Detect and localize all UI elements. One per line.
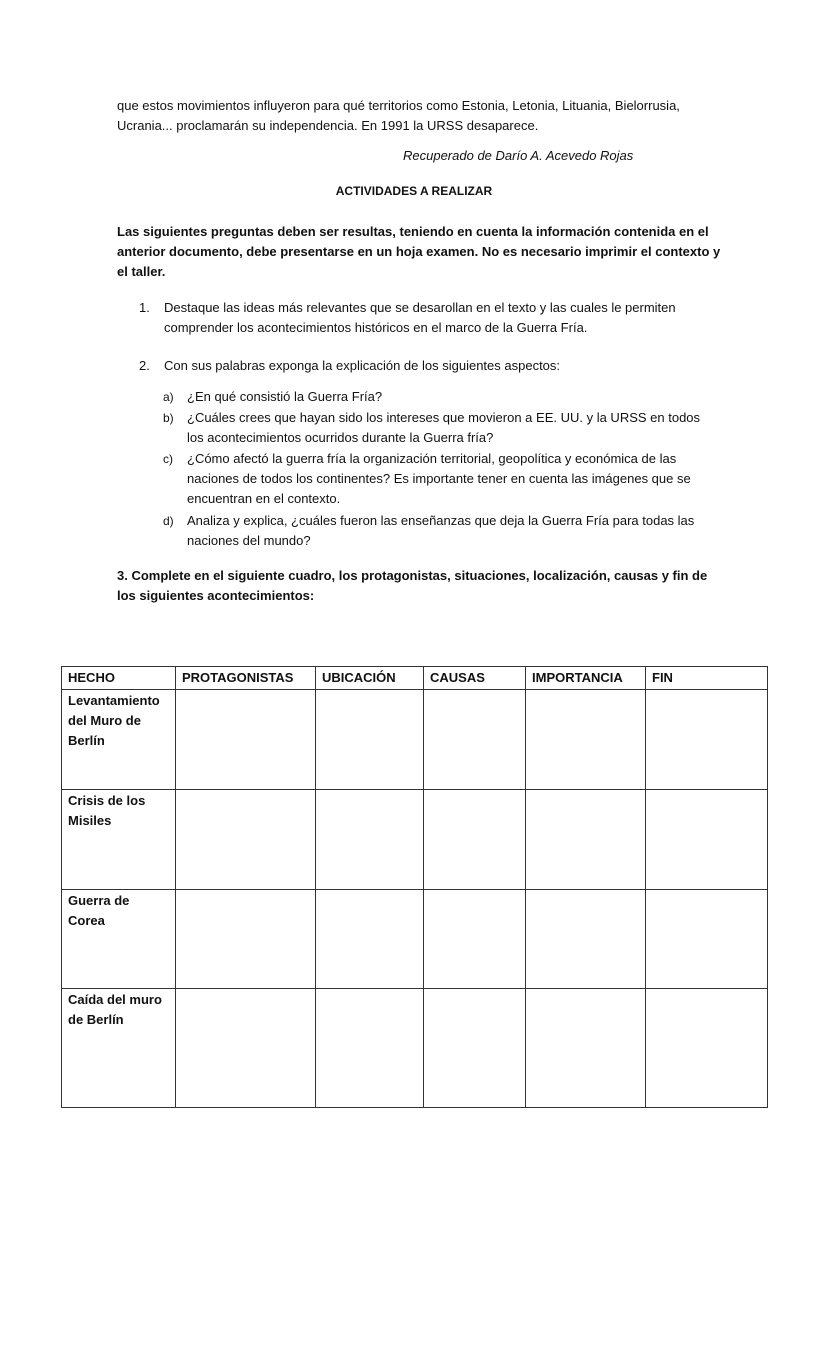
intro-paragraph: que estos movimientos influyeron para qué territorios como Estonia, Letonia, Lituania, Bielorrusia, Ucrania... proclamarán su independencia. En 1991 la URSS desaparece. (117, 98, 680, 133)
sub-question-letter: b) (163, 411, 174, 425)
importancia-cell[interactable] (526, 690, 646, 790)
causas-cell[interactable] (424, 890, 526, 989)
fin-cell[interactable] (646, 690, 768, 790)
sub-question-letter: d) (163, 514, 174, 528)
ubicacion-cell[interactable] (316, 790, 424, 890)
importancia-cell[interactable] (526, 790, 646, 890)
causas-cell[interactable] (424, 690, 526, 790)
activities-heading: ACTIVIDADES A REALIZAR (335, 184, 493, 198)
table-header-row (62, 667, 768, 690)
event-cell: Crisis de los Misiles (62, 790, 176, 890)
importancia-cell[interactable] (526, 890, 646, 989)
sub-question-text: Analiza y explica, ¿cuáles fueron las enseñanzas que deja la Guerra Fría para todas las naciones del mundo? (187, 513, 695, 548)
column-header-importancia: IMPORTANCIA (526, 667, 646, 690)
sub-question-a (117, 387, 717, 407)
sub-question-b (117, 408, 717, 448)
source-credit: Recuperado de Darío A. Acevedo Rojas (403, 148, 634, 163)
event-cell: Levantamiento del Muro de Berlín (62, 690, 176, 790)
importancia-cell[interactable] (526, 989, 646, 1108)
sub-question-text: ¿Cuáles crees que hayan sido los intereses que movieron a EE. UU. y la URSS en todos los acontecimientos ocurridos durante la Guerra fría? (187, 410, 701, 445)
question-text: Destaque las ideas más relevantes que se desarollan en el texto y las cuales le permiten comprender los acontecimientos históricos en el marco de la Guerra Fría. (164, 300, 676, 335)
column-header-causas: CAUSAS (424, 667, 526, 690)
sub-question-d (117, 511, 717, 551)
events-table (61, 666, 768, 1108)
question-number: 1. (139, 300, 150, 315)
table-row (62, 690, 768, 790)
sub-question-text: ¿Cómo afectó la guerra fría la organización territorial, geopolítica y económica de las naciones de todos los continentes? Es importante tener en cuenta las imágenes que se encuentran en el contexto. (187, 451, 691, 506)
causas-cell[interactable] (424, 790, 526, 890)
ubicacion-cell[interactable] (316, 690, 424, 790)
table-row (62, 790, 768, 890)
table-row (62, 989, 768, 1108)
fin-cell[interactable] (646, 890, 768, 989)
causas-cell[interactable] (424, 989, 526, 1108)
sub-question-letter: a) (163, 390, 174, 404)
instructions-paragraph: Las siguientes preguntas deben ser resultas, teniendo en cuenta la información contenida en el anterior documento, debe presentarse en un hoja examen. No es necesario imprimir el contexto y el taller. (117, 224, 721, 279)
question-2 (117, 356, 717, 376)
question-1 (117, 298, 717, 338)
event-cell: Caída del muro de Berlín (62, 989, 176, 1108)
table-row (62, 890, 768, 989)
fin-cell[interactable] (646, 989, 768, 1108)
sub-question-c (117, 449, 717, 509)
protagonistas-cell[interactable] (176, 890, 316, 989)
question-number: 2. (139, 358, 150, 373)
ubicacion-cell[interactable] (316, 890, 424, 989)
protagonistas-cell[interactable] (176, 790, 316, 890)
ubicacion-cell[interactable] (316, 989, 424, 1108)
event-cell: Guerra de Corea (62, 890, 176, 989)
column-header-protagonistas: PROTAGONISTAS (176, 667, 316, 690)
column-header-ubicacion: UBICACIÓN (316, 667, 424, 690)
column-header-hecho: HECHO (62, 667, 176, 690)
sub-question-letter: c) (163, 452, 173, 466)
question-text: Con sus palabras exponga la explicación de los siguientes aspectos: (164, 358, 561, 373)
protagonistas-cell[interactable] (176, 690, 316, 790)
fin-cell[interactable] (646, 790, 768, 890)
question-3: 3. Complete en el siguiente cuadro, los protagonistas, situaciones, localización, causas y fin de los siguientes acontecimientos: (117, 568, 708, 603)
sub-question-text: ¿En qué consistió la Guerra Fría? (187, 389, 383, 404)
column-header-fin: FIN (646, 667, 768, 690)
protagonistas-cell[interactable] (176, 989, 316, 1108)
